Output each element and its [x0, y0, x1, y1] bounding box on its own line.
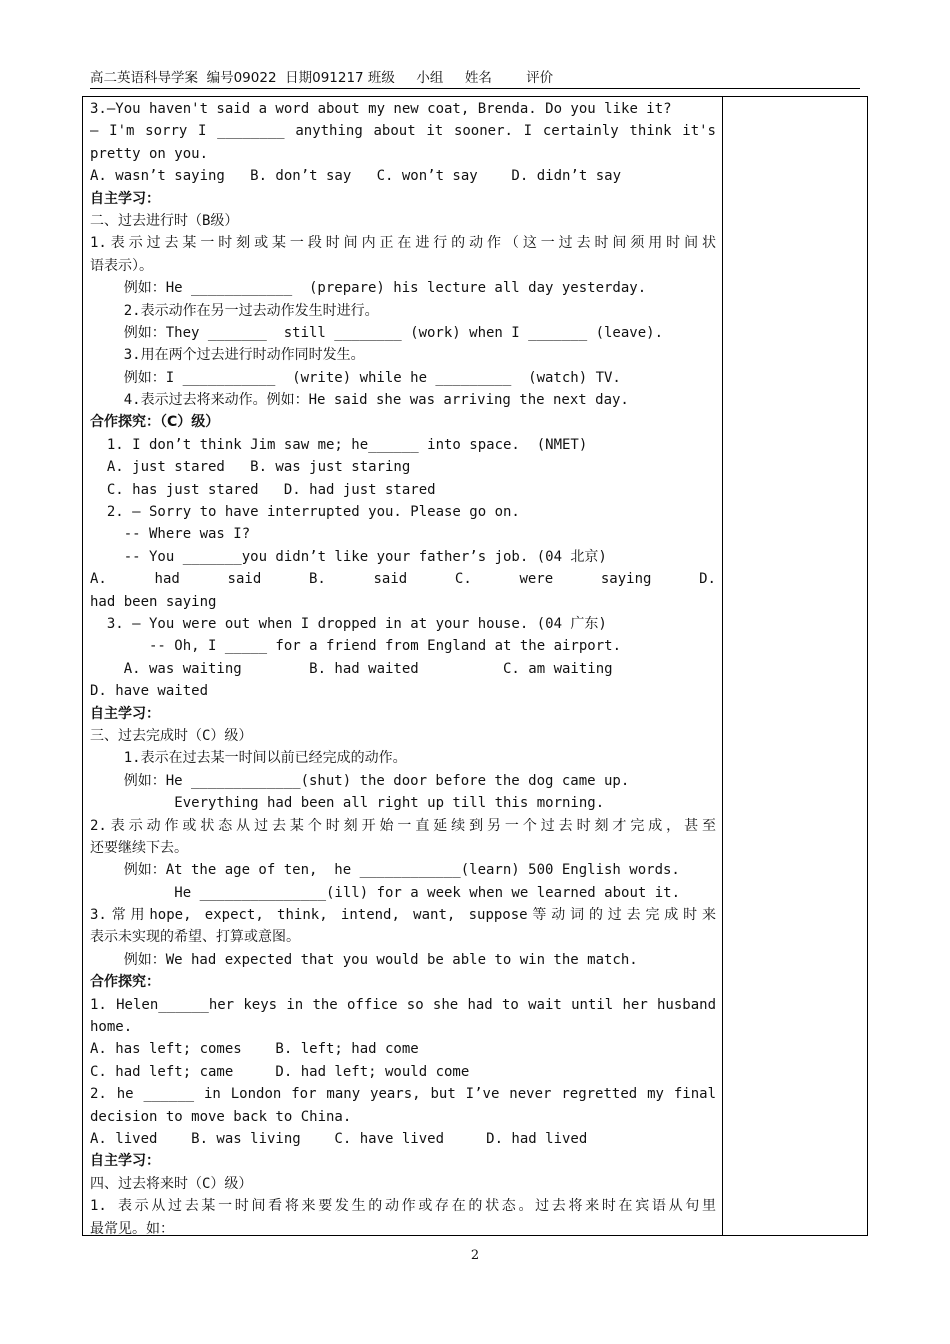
text-line: 1.表示在过去某一时间以前已经完成的动作。: [90, 750, 407, 767]
text-line: Everything had been all right up till this morning.: [90, 795, 605, 812]
text-line: A. lived B. was living C. have lived D. had lived: [90, 1130, 588, 1147]
section-heading: 自主学习：: [90, 705, 160, 722]
text-line: 1. Helen______her keys in the office so she had to wait until her husband: [90, 996, 716, 1013]
text-line: 4.表示过去将来动作。例如：He said she was arriving the next day.: [90, 392, 629, 409]
section-heading: 自主学习：: [90, 190, 160, 207]
text-line: 三、过去完成时（C）级）: [90, 727, 253, 744]
text-line: 例如：We had expected that you would be able to win the match.: [90, 951, 638, 968]
text-line: 2.表示动作在另一过去动作发生时进行。: [90, 302, 379, 319]
text-line: 3.—You haven't said a word about my new coat, Brenda. Do you like it?: [90, 101, 672, 117]
text-line: had been saying: [90, 593, 217, 610]
text-line: He _______________(ill) for a week when we learned about it.: [90, 884, 681, 901]
text-line: -- Where was I?: [90, 526, 251, 543]
text-line: decision to move back to China.: [90, 1108, 352, 1125]
text-line: 表示未实现的希望、打算或意图。: [90, 929, 300, 946]
text-line: 二、过去进行时（B级）: [90, 212, 239, 229]
text-line: 还要继续下去。: [90, 839, 188, 856]
text-line: 语表示）。: [90, 257, 153, 274]
text-line: A. had said B. said C. were saying D.: [90, 571, 716, 588]
text-line: 3.用在两个过去进行时动作同时发生。: [90, 347, 365, 364]
page-header: 高二英语科导学案 编号09022 日期091217 班级 小组 姓名 评价: [90, 66, 860, 89]
text-line: -- Oh, I _____ for a friend from England at the airport.: [90, 638, 622, 655]
text-line: 最常见。如：: [90, 1220, 174, 1237]
text-line: 例如：He ____________ (prepare) his lecture all day yesterday.: [90, 280, 647, 297]
page-number: 2: [470, 1248, 480, 1263]
text-line: home.: [90, 1019, 133, 1036]
text-line: -- You _______you didn’t like your father’s job. (04 北京): [90, 548, 607, 565]
text-line: 例如：They _______ still ________ (work) when I _______ (leave).: [90, 324, 664, 341]
worksheet-content: [90, 98, 716, 1240]
text-line: A. wasn’t saying B. don’t say C. won’t say D. didn’t say: [90, 168, 622, 185]
text-line: pretty on you.: [90, 145, 209, 162]
text-line: 例如：He _____________(shut) the door before the dog came up.: [90, 772, 630, 789]
text-line: 四、过去将来时（C）级）: [90, 1175, 253, 1192]
text-line: A. was waiting B. had waited C. am waiting: [90, 660, 613, 677]
text-line: 1.表示过去某一时刻或某一段时间内正在进行的动作（这一过去时间须用时间状: [90, 235, 716, 252]
section-heading: 自主学习：: [90, 1153, 160, 1170]
text-line: C. had left; came D. had left; would come: [90, 1063, 470, 1080]
text-line: — I'm sorry I ________ anything about it sooner. I certainly think it's: [90, 123, 716, 140]
text-line: A. has left; comes B. left; had come: [90, 1041, 419, 1058]
text-line: 1. I don’t think Jim saw me; he______ into space. (NMET): [90, 436, 588, 453]
text-line: 例如：At the age of ten, he ____________(learn) 500 English words.: [90, 862, 680, 879]
section-heading: 合作探究：: [90, 974, 160, 991]
notes-column-divider: [722, 96, 723, 1236]
text-line: D. have waited: [90, 683, 209, 700]
text-line: 2. he ______ in London for many years, but I’ve never regretted my final: [90, 1086, 716, 1103]
text-line: 例如：I ___________ (write) while he _________ (watch) TV.: [90, 369, 621, 386]
text-line: 3. – You were out when I dropped in at your house. (04 广东): [90, 615, 607, 632]
section-heading: 合作探究：（C）级）: [90, 414, 220, 431]
text-line: C. has just stared D. had just stared: [90, 481, 436, 498]
text-line: 1. 表示从过去某一时间看将来要发生的动作或存在的状态。过去将来时在宾语从句里: [90, 1198, 716, 1215]
text-line: 2. – Sorry to have interrupted you. Please go on.: [90, 504, 520, 521]
text-line: 3.常用hope, expect, think, intend, want, suppose等动词的过去完成时来: [90, 907, 716, 924]
text-line: 2.表示动作或状态从过去某个时刻开始一直延续到另一个过去时刻才完成，甚至: [90, 817, 716, 834]
text-line: A. just stared B. was just staring: [90, 459, 411, 476]
